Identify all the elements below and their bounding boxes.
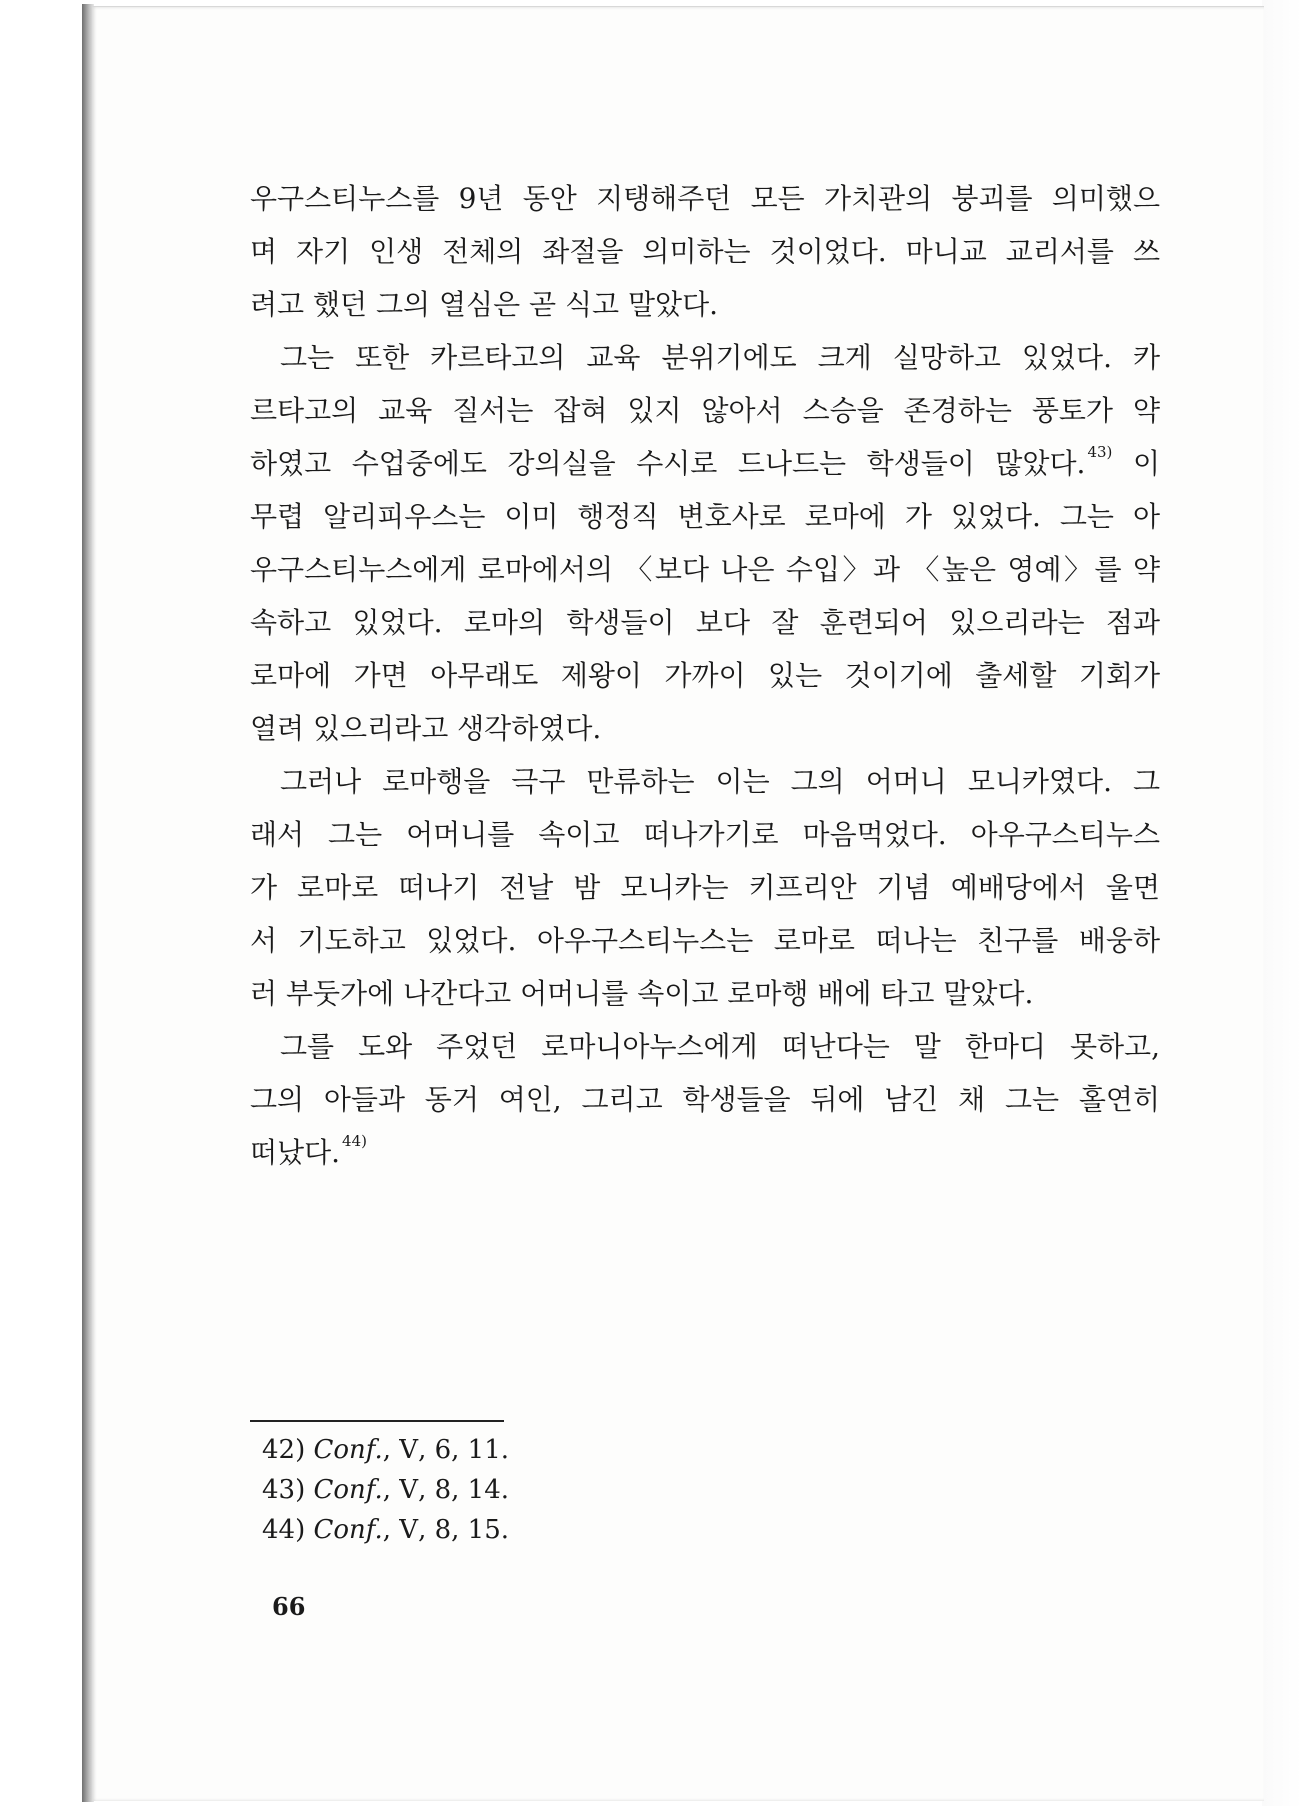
paragraph	[250, 1020, 1160, 1179]
footnote-marker: 43)	[1087, 443, 1113, 461]
body-text	[250, 172, 1160, 1179]
paragraph	[250, 755, 1160, 1020]
text-segment: 하였고 수업중에도 강의실을 수시로 드나드는 학생들이 많았다.	[250, 447, 1086, 480]
text-line: 그의 아들과 동거 여인, 그리고 학생들을 뒤에 남긴 채 그는 홀연히	[250, 1083, 1160, 1116]
text-line: 그를 도와 주었던 로마니아누스에게 떠난다는 말 한마디 못하고,	[280, 1030, 1160, 1063]
page-right-edge	[1262, 0, 1302, 1806]
footnote-marker: 44)	[342, 1132, 367, 1150]
footnote-ref: Ⅴ, 6, 11.	[399, 1435, 510, 1465]
text-line: 려고 했던 그의 열심은 곧 식고 말았다.	[250, 288, 719, 321]
text-line: 그는 또한 카르타고의 교육 분위기에도 크게 실망하고 있었다. 카	[280, 341, 1160, 374]
paragraph	[250, 331, 1160, 755]
text-line: 그러나 로마행을 극구 만류하는 이는 그의 어머니 모니카였다. 그	[280, 765, 1160, 798]
text-segment: 이	[1132, 447, 1160, 480]
footnote-number: 44)	[262, 1515, 306, 1545]
text-line: 열려 있으리라고 생각하였다.	[250, 712, 602, 745]
footnote: 42) Conf., Ⅴ, 6, 11.	[262, 1435, 510, 1465]
text-line-with-footnote	[250, 1126, 1160, 1179]
footnote-separator	[250, 1420, 504, 1422]
footnote-work: Conf.	[313, 1475, 383, 1505]
footnote: 44) Conf., Ⅴ, 8, 15.	[262, 1515, 510, 1545]
footnote-ref: Ⅴ, 8, 14.	[399, 1475, 510, 1505]
text-line: 래서 그는 어머니를 속이고 떠나가기로 마음먹었다. 아우구스티누스	[250, 818, 1160, 851]
text-line: 가 로마로 떠나기 전날 밤 모니카는 키프리안 기념 예배당에서 울면	[250, 871, 1160, 904]
text-line: 우구스티누스에게 로마에서의 〈보다 나은 수입〉과 〈높은 영예〉를 약	[250, 553, 1160, 586]
text-line: 르타고의 교육 질서는 잡혀 있지 않아서 스승을 존경하는 풍토가 약	[250, 394, 1160, 427]
text-line: 로마에 가면 아무래도 제왕이 가까이 있는 것이기에 출세할 기회가	[250, 659, 1160, 692]
text-line: 러 부둣가에 나간다고 어머니를 속이고 로마행 배에 타고 말았다.	[250, 977, 1034, 1010]
page-number: 66	[272, 1592, 306, 1621]
footnote: 43) Conf., Ⅴ, 8, 14.	[262, 1475, 510, 1505]
text-line: 무렵 알리피우스는 이미 행정직 변호사로 로마에 가 있었다. 그는 아	[250, 500, 1160, 533]
footnote-work: Conf.	[313, 1435, 383, 1465]
text-line: 우구스티누스를 9년 동안 지탱해주던 모든 가치관의 붕괴를 의미했으	[250, 182, 1160, 215]
text-line: 며 자기 인생 전체의 좌절을 의미하는 것이었다. 마니교 교리서를 쓰	[250, 235, 1160, 268]
footnote-work: Conf.	[313, 1515, 383, 1545]
paragraph	[250, 172, 1160, 331]
text-segment: 떠났다.	[250, 1136, 341, 1169]
text-line-with-footnote	[250, 437, 1160, 490]
footnote-number: 43)	[262, 1475, 306, 1505]
text-line: 서 기도하고 있었다. 아우구스티누스는 로마로 떠나는 친구를 배웅하	[250, 924, 1160, 957]
footnotes	[262, 1430, 509, 1550]
footnote-number: 42)	[262, 1435, 306, 1465]
text-line: 속하고 있었다. 로마의 학생들이 보다 잘 훈련되어 있으리라는 점과	[250, 606, 1160, 639]
footnote-ref: Ⅴ, 8, 15.	[399, 1515, 510, 1545]
